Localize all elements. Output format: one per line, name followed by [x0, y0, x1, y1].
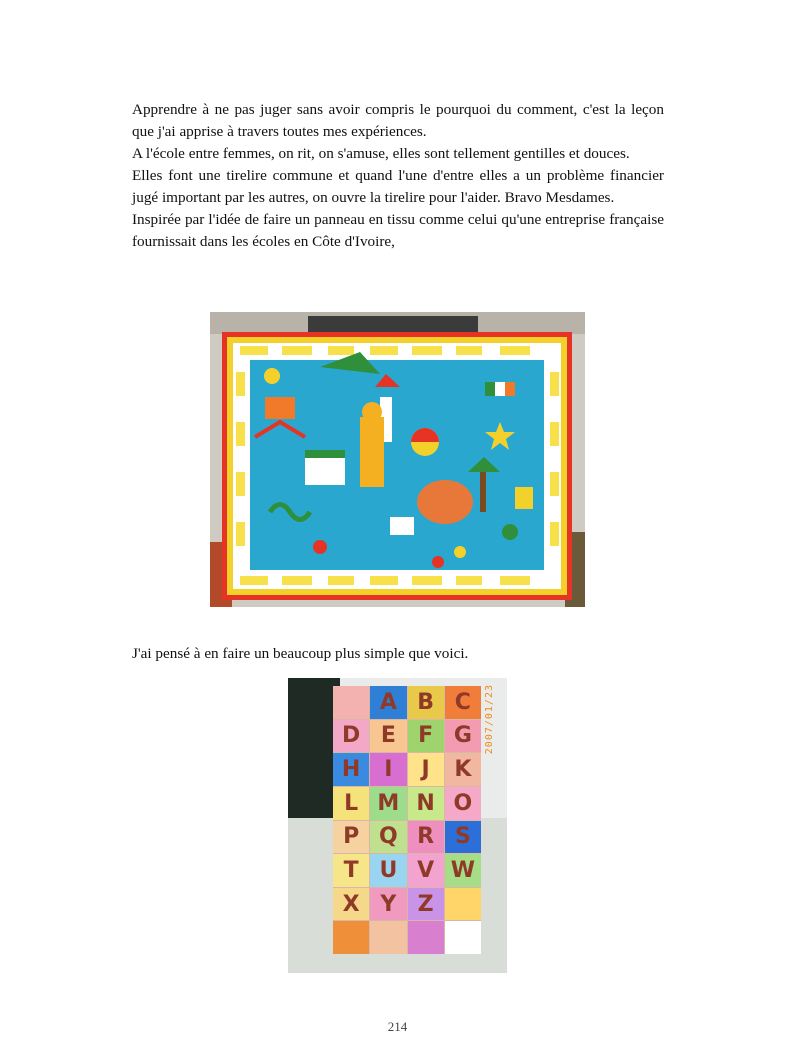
quilt-letter-tile: K	[445, 753, 481, 786]
quilt-letter-tile: N	[408, 787, 444, 820]
fabric-panel-photo	[210, 312, 585, 607]
quilt-blank-tile	[408, 921, 444, 954]
paragraph: Apprendre à ne pas juger sans avoir compris le pourquoi du comment, c'est la leçon que j'ai apprise à travers toutes mes expériences.	[132, 101, 664, 140]
quilt-letter-tile: G	[445, 720, 481, 753]
quilt-letter-tile: M	[370, 787, 406, 820]
quilt-blank-tile	[333, 921, 369, 954]
quilt-letter-tile: F	[408, 720, 444, 753]
quilt-letter-tile: V	[408, 854, 444, 887]
quilt-letter-tile: W	[445, 854, 481, 887]
quilt-letter-tile: Z	[408, 888, 444, 921]
quilt-letter-tile: O	[445, 787, 481, 820]
quilt-letter-tile: H	[333, 753, 369, 786]
alphabet-quilt-photo	[288, 678, 507, 973]
quilt-letter-tile: D	[333, 720, 369, 753]
body-text	[132, 99, 664, 253]
alphabet-quilt	[333, 686, 481, 954]
quilt-letter-tile: X	[333, 888, 369, 921]
quilt-blank-tile	[445, 888, 481, 921]
paragraph: Elles font une tirelire commune et quand l'une d'entre elles a un problème financier jugé important par les autres, on ouvre la tirelire pour l'aider. Bravo Mesdames.	[132, 167, 664, 206]
page-number: 214	[387, 1019, 408, 1034]
quilt-letter-tile: R	[408, 821, 444, 854]
quilt-letter-tile: S	[445, 821, 481, 854]
quilt-letter-tile: P	[333, 821, 369, 854]
quilt-letter-tile: Y	[370, 888, 406, 921]
quilt-letter-tile: C	[445, 686, 481, 719]
quilt-letter-tile: B	[408, 686, 444, 719]
quilt-letter-tile: A	[370, 686, 406, 719]
paragraph: Inspirée par l'idée de faire un panneau en tissu comme celui qu'une entreprise française fournissait dans les écoles en Côte d'Ivoire,	[132, 211, 664, 250]
quilt-letter-tile: I	[370, 753, 406, 786]
quilt-blank-tile	[445, 921, 481, 954]
quilt-letter-tile: Q	[370, 821, 406, 854]
quilt-letter-tile: U	[370, 854, 406, 887]
fabric-panel-illustration	[210, 312, 585, 607]
quilt-letter-tile: T	[333, 854, 369, 887]
quilt-letter-tile: J	[408, 753, 444, 786]
paragraph: A l'école entre femmes, on rit, on s'amuse, elles sont tellement gentilles et douces.	[132, 145, 630, 162]
quilt-letter-tile: E	[370, 720, 406, 753]
quilt-blank-tile	[370, 921, 406, 954]
caption: J'ai pensé à en faire un beaucoup plus simple que voici.	[132, 645, 469, 662]
quilt-blank-tile	[333, 686, 369, 719]
date-stamp: 2007/01/23	[484, 684, 495, 755]
quilt-letter-tile: L	[333, 787, 369, 820]
